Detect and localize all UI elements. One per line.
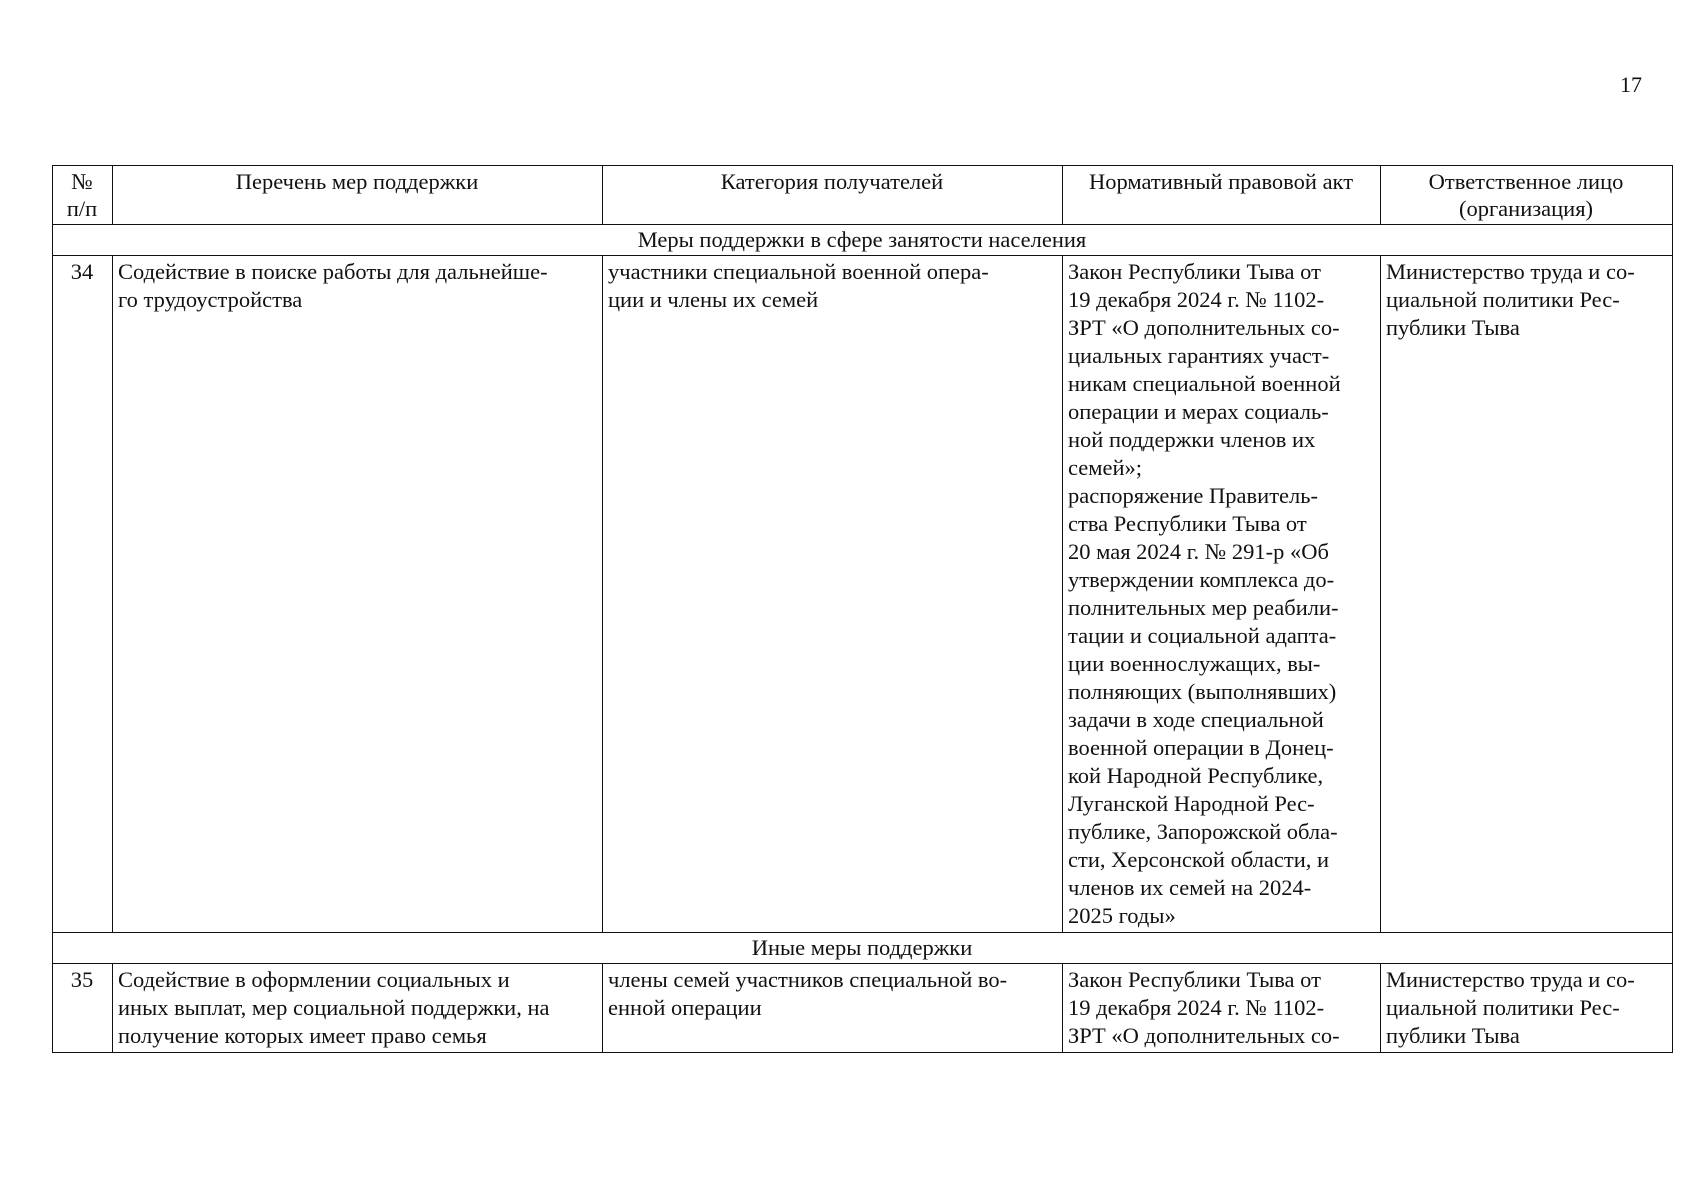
header-legal-act: Нормативный правовой акт <box>1063 166 1381 225</box>
cell-line: участники специальной военной опера- <box>608 259 989 284</box>
cell-line: Министерство труда и со- <box>1386 967 1635 992</box>
section-row <box>53 225 1673 256</box>
cell-line: получение которых имеет право семья <box>118 1023 487 1048</box>
section-row <box>53 933 1673 964</box>
cell-line: ЗРТ «О дополнительных со- <box>1068 315 1340 340</box>
cell-line: 19 декабря 2024 г. № 1102- <box>1068 995 1325 1020</box>
cell-line: публики Тыва <box>1386 1023 1520 1048</box>
cell-line: Луганской Народной Рес- <box>1068 791 1315 816</box>
cell-line: го трудоустройства <box>118 287 303 312</box>
cell-line: ства Республики Тыва от <box>1068 511 1307 536</box>
cell-line: ной поддержки членов их <box>1068 427 1316 452</box>
header-responsible-line: (организация) <box>1458 196 1594 221</box>
cell-line: полнительных мер реабили- <box>1068 595 1339 620</box>
row-legal-act <box>1063 964 1381 1053</box>
row-measure <box>113 964 603 1053</box>
cell-line: сти, Херсонской области, и <box>1068 847 1330 872</box>
cell-line: семей»; <box>1068 455 1143 480</box>
cell-line: члены семей участников специальной во- <box>608 967 1008 992</box>
header-number-line: п/п <box>66 196 98 221</box>
cell-line: Закон Республики Тыва от <box>1068 259 1321 284</box>
header-number <box>53 166 113 225</box>
cell-line: распоряжение Правитель- <box>1068 483 1318 508</box>
table-row <box>53 256 1673 933</box>
cell-line: 2025 годы» <box>1068 903 1176 928</box>
cell-line: Содействие в оформлении социальных и <box>118 967 510 992</box>
header-measures: Перечень мер поддержки <box>113 166 603 225</box>
cell-line: военной операции в Донец- <box>1068 735 1334 760</box>
cell-line: циальных гарантиях участ- <box>1068 343 1330 368</box>
table-header-row <box>53 166 1673 225</box>
cell-line: иных выплат, мер социальной поддержки, на <box>118 995 550 1020</box>
cell-line: Содействие в поиске работы для дальнейше- <box>118 259 548 284</box>
cell-line: циальной политики Рес- <box>1386 995 1620 1020</box>
header-recipients: Категория получателей <box>603 166 1063 225</box>
cell-line: ЗРТ «О дополнительных со- <box>1068 1023 1340 1048</box>
row-number: 34 <box>53 256 113 933</box>
cell-line: операции и мерах социаль- <box>1068 399 1329 424</box>
row-legal-act <box>1063 256 1381 933</box>
cell-line: публике, Запорожской обла- <box>1068 819 1338 844</box>
cell-line: циальной политики Рес- <box>1386 287 1620 312</box>
page-number: 17 <box>1620 72 1642 97</box>
cell-line: задачи в ходе специальной <box>1068 707 1324 732</box>
cell-line: Министерство труда и со- <box>1386 259 1635 284</box>
row-recipients <box>603 256 1063 933</box>
cell-line: публики Тыва <box>1386 315 1520 340</box>
cell-line: никам специальной военной <box>1068 371 1341 396</box>
cell-line: утверждении комплекса до- <box>1068 567 1335 592</box>
cell-line: ции военнослужащих, вы- <box>1068 651 1321 676</box>
row-responsible <box>1381 964 1673 1053</box>
cell-line: 20 мая 2024 г. № 291-р «Об <box>1068 539 1329 564</box>
cell-line: Закон Республики Тыва от <box>1068 967 1321 992</box>
cell-line: ции и члены их семей <box>608 287 819 312</box>
section-title: Иные меры поддержки <box>53 933 1673 964</box>
cell-line: членов их семей на 2024- <box>1068 875 1312 900</box>
row-recipients <box>603 964 1063 1053</box>
header-responsible-line: Ответственное лицо <box>1428 169 1624 194</box>
row-responsible <box>1381 256 1673 933</box>
cell-line: тации и социальной адапта- <box>1068 623 1337 648</box>
table-row <box>53 964 1673 1053</box>
cell-line: полняющих (выполнявших) <box>1068 679 1337 704</box>
cell-line: кой Народной Республике, <box>1068 763 1324 788</box>
header-number-line: № <box>71 169 93 194</box>
header-responsible <box>1381 166 1673 225</box>
cell-line: енной операции <box>608 995 762 1020</box>
support-measures-table <box>52 165 1673 1053</box>
row-measure <box>113 256 603 933</box>
section-title: Меры поддержки в сфере занятости населения <box>53 225 1673 256</box>
row-number: 35 <box>53 964 113 1053</box>
cell-line: 19 декабря 2024 г. № 1102- <box>1068 287 1325 312</box>
